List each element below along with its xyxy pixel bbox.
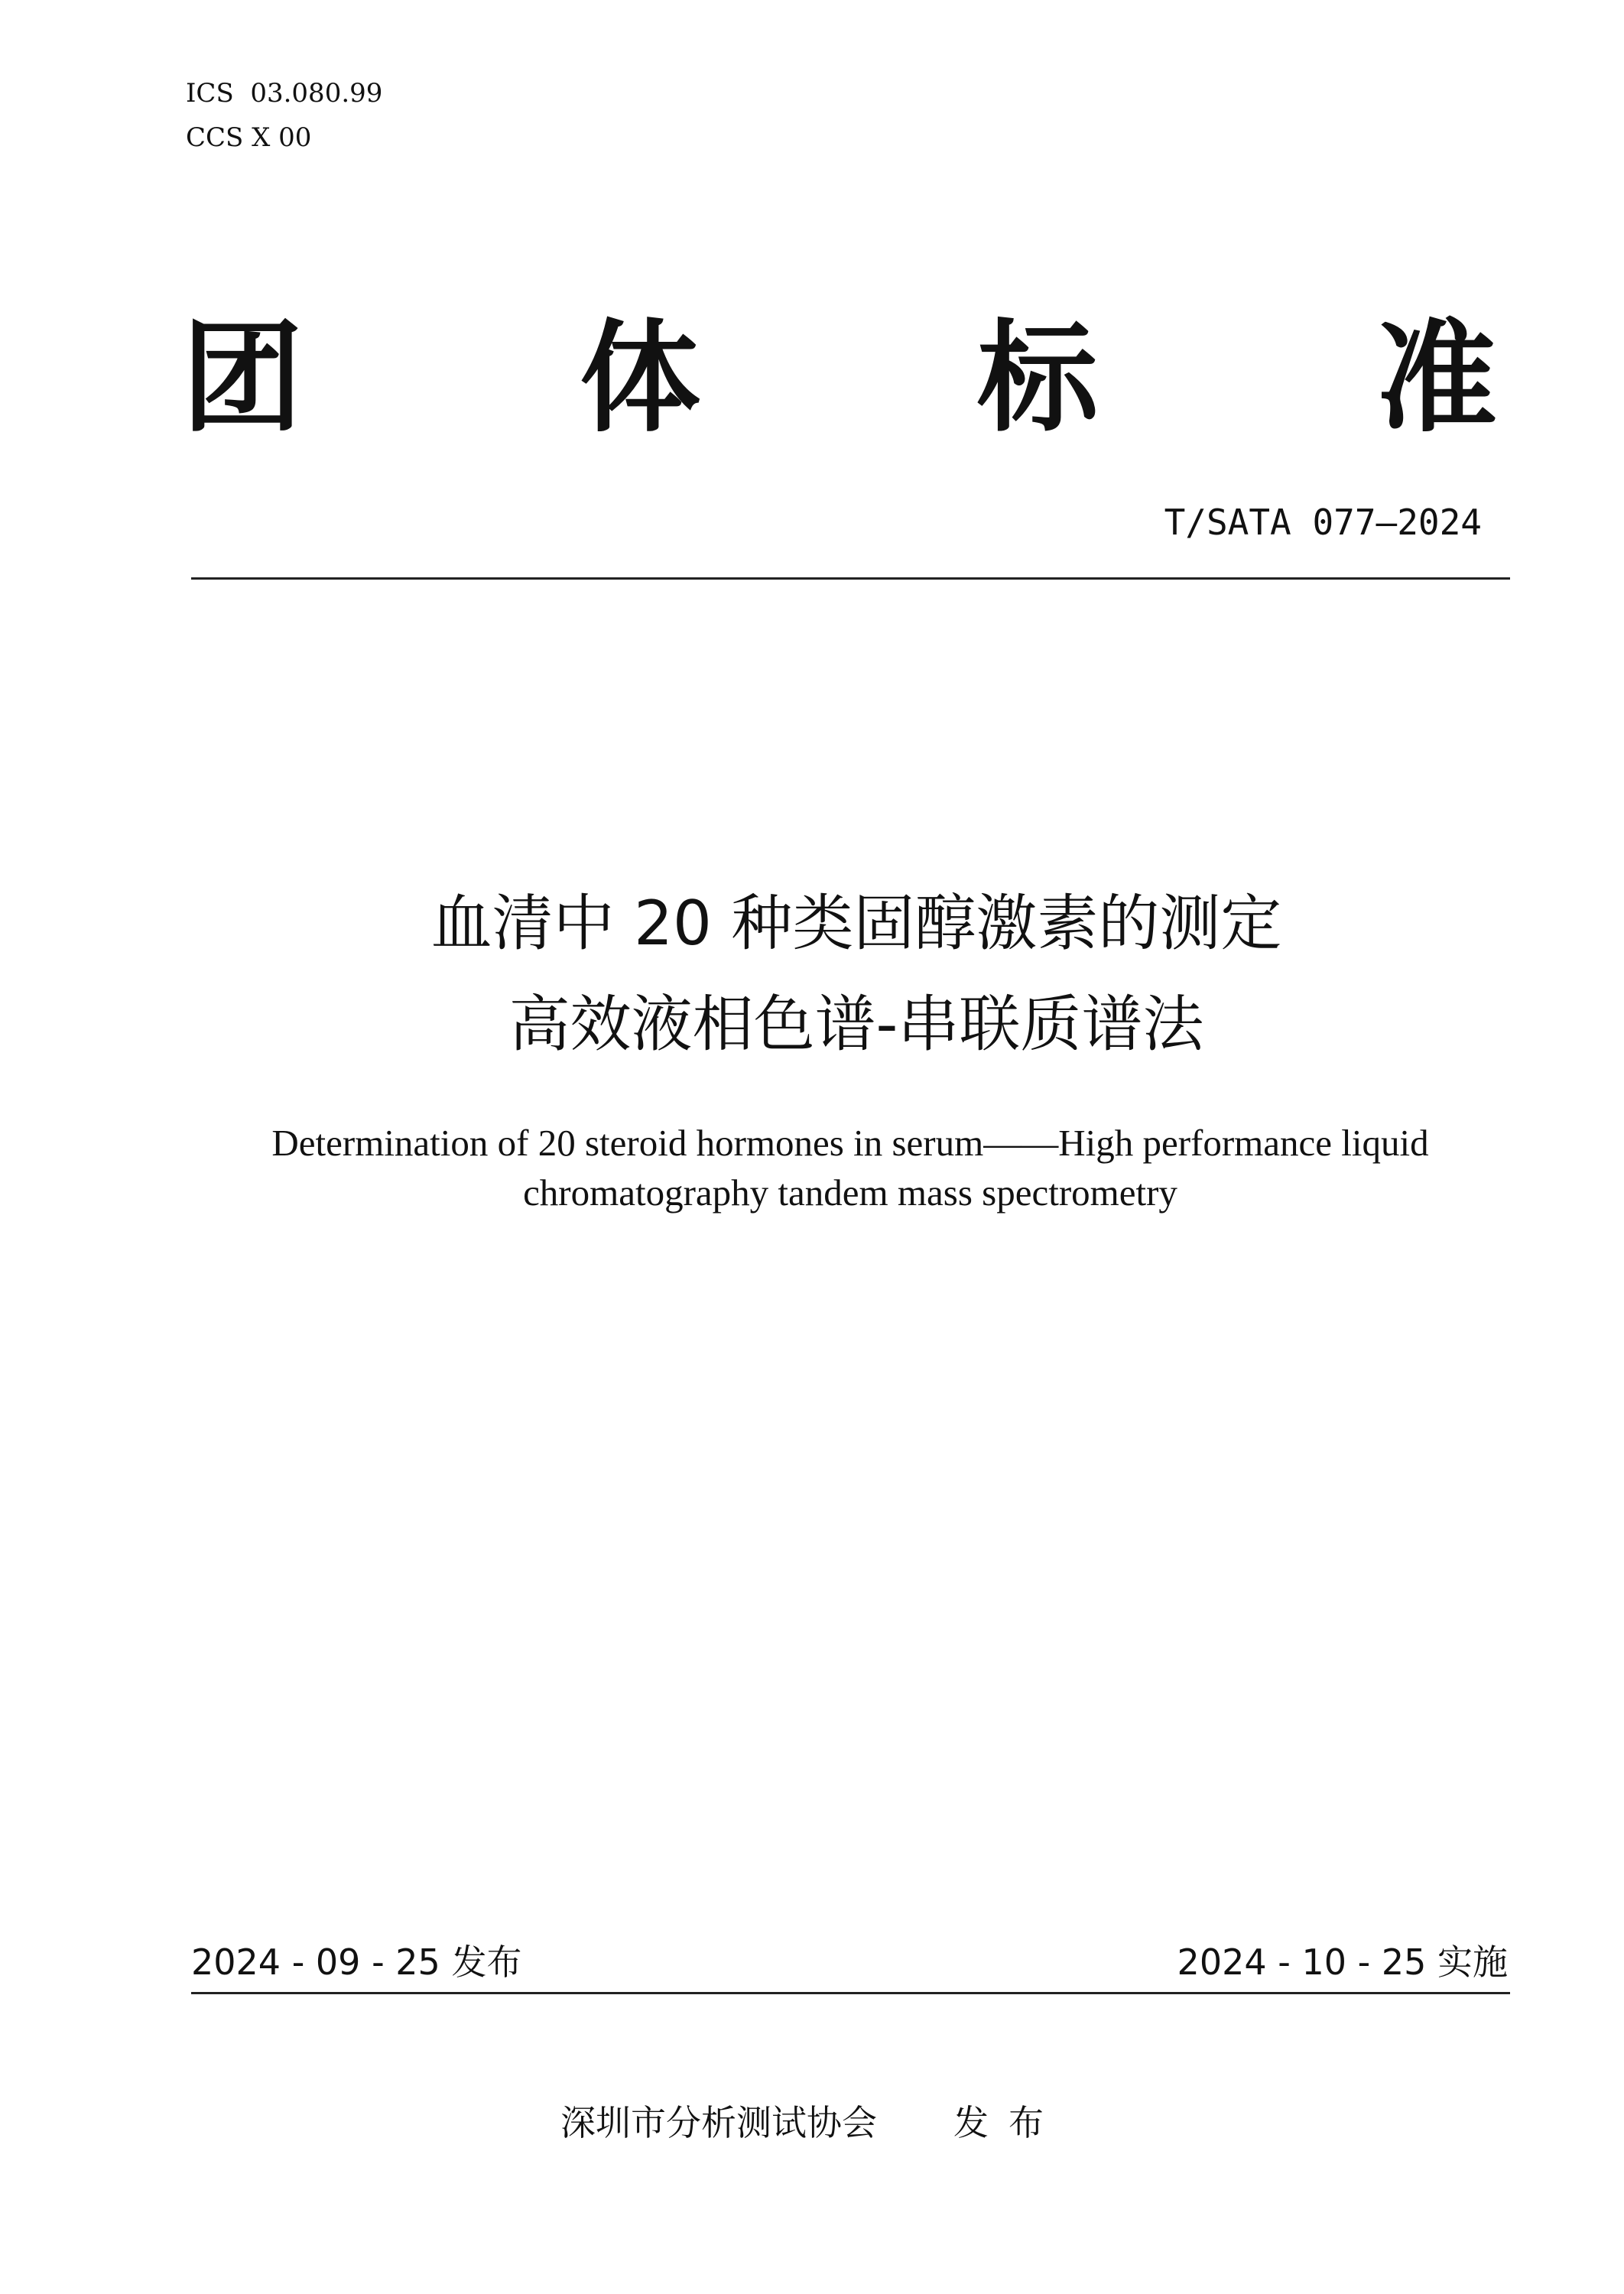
top-divider [191, 577, 1510, 580]
standard-type-char-1: 团 [182, 308, 303, 449]
chinese-title-line-2: 高效液相色谱-串联质谱法 [508, 989, 1204, 1060]
english-title-line-1: Determination of 20 steroid hormones in serum——High performance liquid [271, 1122, 1429, 1164]
implementation-date: 2024 - 10 - 25 实施 [1177, 1941, 1508, 1983]
standard-type-char-4: 准 [1376, 308, 1497, 449]
standard-type-char-2: 体 [580, 308, 700, 449]
standard-code: T/SATA 077—2024 [1164, 502, 1482, 543]
ccs-code: CCS X 00 [186, 122, 312, 153]
bottom-divider [191, 1992, 1510, 1994]
publish-date: 2024 - 09 - 25 发布 [191, 1941, 522, 1983]
ics-code: ICS 03.080.99 [186, 78, 383, 109]
english-title-line-2: chromatography tandem mass spectrometry [523, 1171, 1177, 1214]
publisher-line [0, 2101, 1624, 2144]
standard-type-char-3: 标 [977, 308, 1098, 449]
chinese-title-line-1: 血清中 20 种类固醇激素的测定 [430, 888, 1282, 959]
publisher-action: 发布 [953, 2102, 1064, 2143]
publisher-name: 深圳市分析测试协会 [560, 2102, 877, 2143]
